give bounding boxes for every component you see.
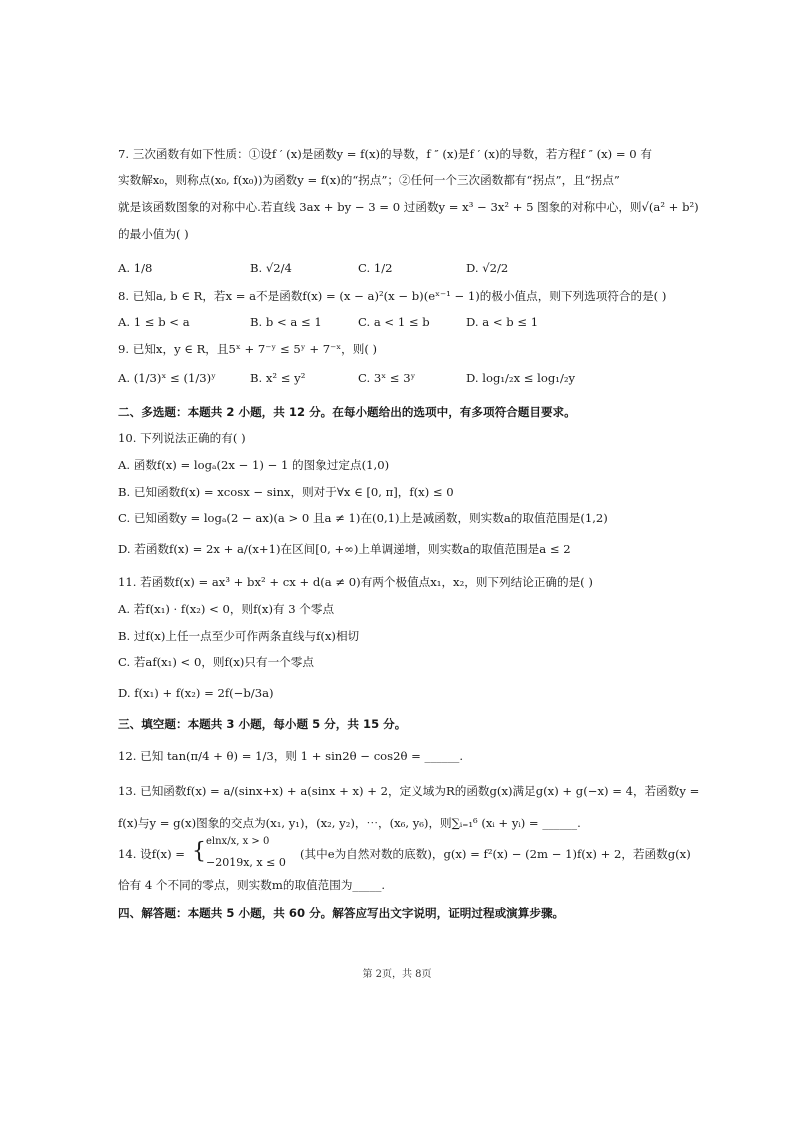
q10-option-c: C. 已知函数y = logₐ(2 − ax)(a > 0 且a ≠ 1)在(0,1)上是减函数，则实数a的取值范围是(1,2) (118, 511, 608, 525)
q12-line: 12. 已知 tan(π/4 + θ) = 1/3，则 1 + sin2θ − cos2θ = ______. (118, 749, 464, 763)
q10-option-b: B. 已知函数f(x) = xcosx − sinx，则对于∀x ∈ [0, π]，f(x) ≤ 0 (118, 485, 454, 499)
q14-line-1-rest: (其中e为自然对数的底数)，g(x) = f²(x) − (2m − 1)f(x) + 2，若函数g(x) (300, 847, 691, 861)
q7-option-b: B. √2/4 (250, 261, 292, 275)
q9-line-1: 9. 已知x，y ∈ R，且5ˣ + 7⁻ʸ ≤ 5ʸ + 7⁻ˣ，则( ) (118, 342, 378, 356)
q11-option-a: A. 若f(x₁) · f(x₂) < 0，则f(x)有 3 个零点 (118, 602, 335, 616)
q14-line-2: 恰有 4 个不同的零点，则实数m的取值范围为_____. (118, 878, 386, 892)
q8-option-d: D. a < b ≤ 1 (466, 315, 539, 329)
section-4-heading: 四、解答题：本题共 5 小题，共 60 分。解答应写出文字说明，证明过程或演算步骤。 (118, 906, 565, 920)
q7-option-d: D. √2/2 (466, 261, 509, 275)
q7-line-3: 就是该函数图象的对称中心.若直线 3ax + by − 3 = 0 过函数y = x³ − 3x² + 5 图象的对称中心，则√(a² + b²) (118, 200, 699, 214)
q9-option-a: A. (1/3)ˣ ≤ (1/3)ʸ (118, 371, 217, 385)
q13-line-2: f(x)与y = g(x)图象的交点为(x₁, y₁)，(x₂, y₂)，⋯，(x₆, y₆)，则∑ᵢ₌₁⁶ (xᵢ + yᵢ) = ______. (118, 816, 581, 830)
q11-line-1: 11. 若函数f(x) = ax³ + bx² + cx + d(a ≠ 0)有两个极值点x₁，x₂，则下列结论正确的是( ) (118, 575, 593, 589)
q8-option-b: B. b < a ≤ 1 (250, 315, 322, 329)
q7-line-4: 的最小值为( ) (118, 227, 189, 241)
q14-lead: 14. 设f(x) = (118, 847, 185, 861)
q11-option-c: C. 若af(x₁) < 0，则f(x)只有一个零点 (118, 655, 314, 669)
q13-line-1: 13. 已知函数f(x) = a/(sinx+x) + a(sinx + x) + 2，定义域为R的函数g(x)满足g(x) + g(−x) = 4，若函数y = (118, 784, 700, 798)
q8-line-1: 8. 已知a, b ∈ R，若x = a不是函数f(x) = (x − a)²(x − b)(eˣ⁻¹ − 1)的极小值点，则下列选项符合的是( ) (118, 289, 667, 303)
q7-line-2: 实数解x₀，则称点(x₀, f(x₀))为函数y = f(x)的“拐点”；②任何一个三次函数都有“拐点”，且“拐点” (118, 173, 620, 187)
section-3-heading: 三、填空题：本题共 3 小题，每小题 5 分，共 15 分。 (118, 717, 407, 731)
q11-option-d: D. f(x₁) + f(x₂) = 2f(−b/3a) (118, 686, 274, 700)
q9-option-c: C. 3ˣ ≤ 3ʸ (358, 371, 416, 385)
q10-line-1: 10. 下列说法正确的有( ) (118, 431, 246, 445)
q7-option-c: C. 1/2 (358, 261, 393, 275)
q9-option-b: B. x² ≤ y² (250, 371, 306, 385)
q14-case-2: −2019x, x ≤ 0 (206, 856, 286, 869)
section-2-heading: 二、多选题：本题共 2 小题，共 12 分。在每小题给出的选项中，有多项符合题目要求。 (118, 405, 576, 419)
q8-option-c: C. a < 1 ≤ b (358, 315, 430, 329)
q8-option-a: A. 1 ≤ b < a (118, 315, 190, 329)
q14-case-1: elnx/x, x > 0 (206, 836, 270, 847)
q7-line-1: 7. 三次函数有如下性质：①设f ′ (x)是函数y = f(x)的导数，f ″ (x)是f ′ (x)的导数，若方程f ″ (x) = 0 有 (118, 147, 652, 161)
q7-option-a: A. 1/8 (118, 261, 153, 275)
page-footer: 第 2页，共 8页 (362, 969, 432, 980)
q10-option-d: D. 若函数f(x) = 2x + a/(x+1)在区间[0, +∞)上单调递增，则实数a的取值范围是a ≤ 2 (118, 542, 571, 556)
q9-option-d: D. log₁/₂x ≤ log₁/₂y (466, 371, 576, 385)
q10-option-a: A. 函数f(x) = logₐ(2x − 1) − 1 的图象过定点(1,0) (118, 458, 390, 472)
q11-option-b: B. 过f(x)上任一点至少可作两条直线与f(x)相切 (118, 629, 360, 643)
q14-brace: { (192, 839, 206, 864)
